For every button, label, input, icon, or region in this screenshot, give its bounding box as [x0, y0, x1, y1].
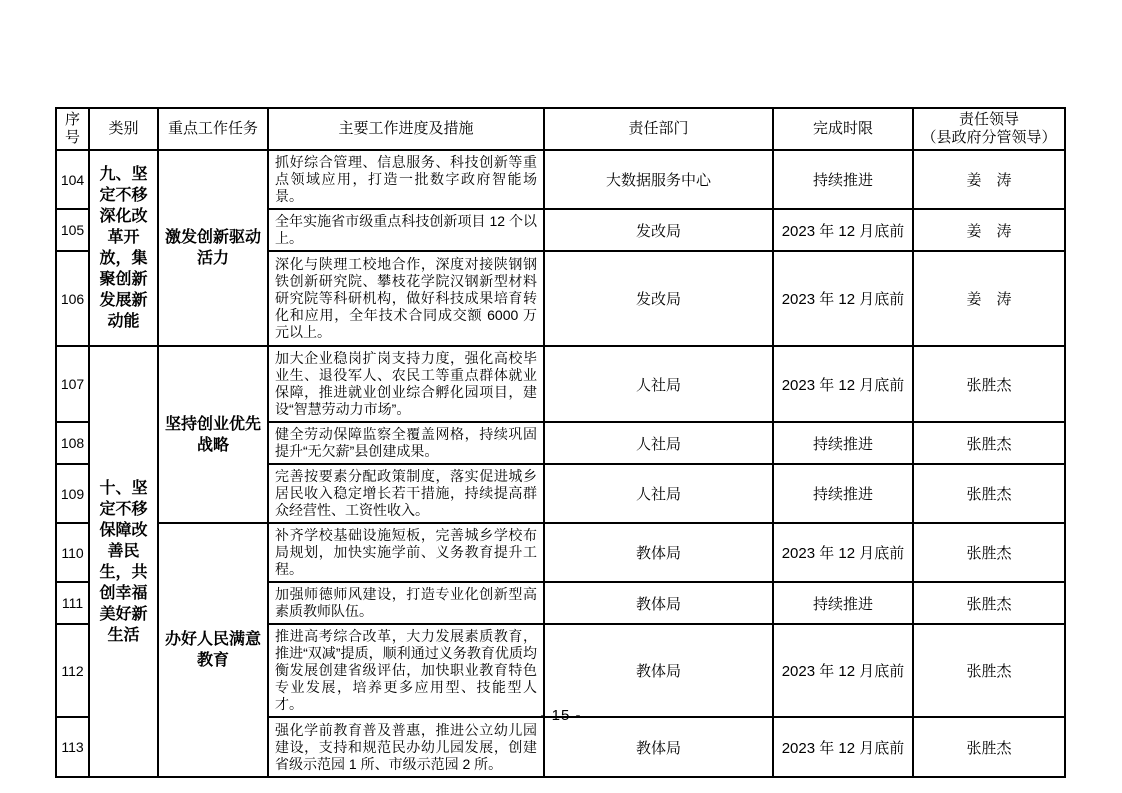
col-header-leader: [913, 108, 1065, 150]
deadline-cell: 2023 年 12 月底前: [773, 624, 913, 717]
col-header-measures: 主要工作进度及措施: [268, 108, 544, 150]
leader-cell: 张胜杰: [913, 464, 1065, 523]
measures-cell: 推进高考综合改革，大力发展素质教育，推进“双减”提质，顺利通过义务教育优质均衡发展创建省级评估，加快职业教育特色专业发展，培养更多应用型、技能型人才。: [268, 624, 544, 717]
department-cell: 人社局: [544, 346, 773, 422]
serial-cell: 107: [56, 346, 89, 422]
col-header-leader-line2: （县政府分管领导）: [921, 129, 1057, 146]
measures-cell: 抓好综合管理、信息服务、科技创新等重点领域应用，打造一批数字政府智能场景。: [268, 150, 544, 209]
leader-cell: 张胜杰: [913, 624, 1065, 717]
serial-cell: 105: [56, 209, 89, 251]
serial-cell: 108: [56, 422, 89, 464]
table-row: [56, 523, 1065, 582]
serial-cell: 113: [56, 717, 89, 777]
serial-cell: 111: [56, 582, 89, 624]
col-header-category: 类别: [89, 108, 158, 150]
table-header-row: [56, 108, 1065, 150]
measures-cell: 完善按要素分配政策制度，落实促进城乡居民收入稳定增长若干措施，持续提高群众经营性、工资性收入。: [268, 464, 544, 523]
deadline-cell: 2023 年 12 月底前: [773, 523, 913, 582]
department-cell: 发改局: [544, 251, 773, 346]
department-cell: 教体局: [544, 624, 773, 717]
measures-cell: 健全劳动保障监察全覆盖网格，持续巩固提升“无欠薪”县创建成果。: [268, 422, 544, 464]
department-cell: 人社局: [544, 422, 773, 464]
department-cell: 人社局: [544, 464, 773, 523]
table-row: [56, 346, 1065, 422]
department-cell: 教体局: [544, 717, 773, 777]
measures-cell: 全年实施省市级重点科技创新项目 12 个以上。: [268, 209, 544, 251]
department-cell: 教体局: [544, 582, 773, 624]
measures-cell: 加强师德师风建设，打造专业化创新型高素质教师队伍。: [268, 582, 544, 624]
measures-cell: 深化与陕理工校地合作，深度对接陕钢钢铁创新研究院、攀枝花学院汉钢新型材料研究院等科研机构，做好科技成果培育转化和应用，全年技术合同成交额 6000 万元以上。: [268, 251, 544, 346]
col-header-serial: 序号: [56, 108, 89, 150]
serial-cell: 106: [56, 251, 89, 346]
category-cell: 十、坚定不移保障改善民生，共创幸福美好新生活: [89, 346, 158, 777]
leader-cell: 张胜杰: [913, 523, 1065, 582]
deadline-cell: 2023 年 12 月底前: [773, 251, 913, 346]
serial-cell: 112: [56, 624, 89, 717]
col-header-deadline: 完成时限: [773, 108, 913, 150]
task-cell: 办好人民满意教育: [158, 523, 268, 777]
measures-cell: 加大企业稳岗扩岗支持力度，强化高校毕业生、退役军人、农民工等重点群体就业保障，推进就业创业综合孵化园项目，建设“智慧劳动力市场”。: [268, 346, 544, 422]
serial-cell: 104: [56, 150, 89, 209]
serial-cell: 110: [56, 523, 89, 582]
department-cell: 教体局: [544, 523, 773, 582]
serial-cell: 109: [56, 464, 89, 523]
measures-cell: 补齐学校基础设施短板，完善城乡学校布局规划，加快实施学前、义务教育提升工程。: [268, 523, 544, 582]
deadline-cell: 2023 年 12 月底前: [773, 346, 913, 422]
col-header-leader-line1: 责任领导: [958, 111, 1019, 128]
task-cell: 坚持创业优先战略: [158, 346, 268, 523]
deadline-cell: 持续推进: [773, 464, 913, 523]
deadline-cell: 持续推进: [773, 422, 913, 464]
deadline-cell: 持续推进: [773, 150, 913, 209]
work-plan-table: [55, 107, 1066, 778]
page-number: - 15 -: [540, 707, 582, 724]
department-cell: 大数据服务中心: [544, 150, 773, 209]
col-header-task: 重点工作任务: [158, 108, 268, 150]
leader-cell: 张胜杰: [913, 582, 1065, 624]
deadline-cell: 持续推进: [773, 582, 913, 624]
leader-cell: 姜 涛: [913, 209, 1065, 251]
col-header-department: 责任部门: [544, 108, 773, 150]
table-row: [56, 150, 1065, 209]
department-cell: 发改局: [544, 209, 773, 251]
leader-cell: 张胜杰: [913, 422, 1065, 464]
measures-cell: 强化学前教育普及普惠，推进公立幼儿园建设，支持和规范民办幼儿园发展，创建省级示范园 1 所、市级示范园 2 所。: [268, 717, 544, 777]
category-cell: 九、坚定不移深化改革开放，集聚创新发展新动能: [89, 150, 158, 346]
leader-cell: 张胜杰: [913, 717, 1065, 777]
leader-cell: 姜 涛: [913, 251, 1065, 346]
leader-cell: 张胜杰: [913, 346, 1065, 422]
deadline-cell: 2023 年 12 月底前: [773, 717, 913, 777]
leader-cell: 姜 涛: [913, 150, 1065, 209]
task-cell: 激发创新驱动活力: [158, 150, 268, 346]
deadline-cell: 2023 年 12 月底前: [773, 209, 913, 251]
